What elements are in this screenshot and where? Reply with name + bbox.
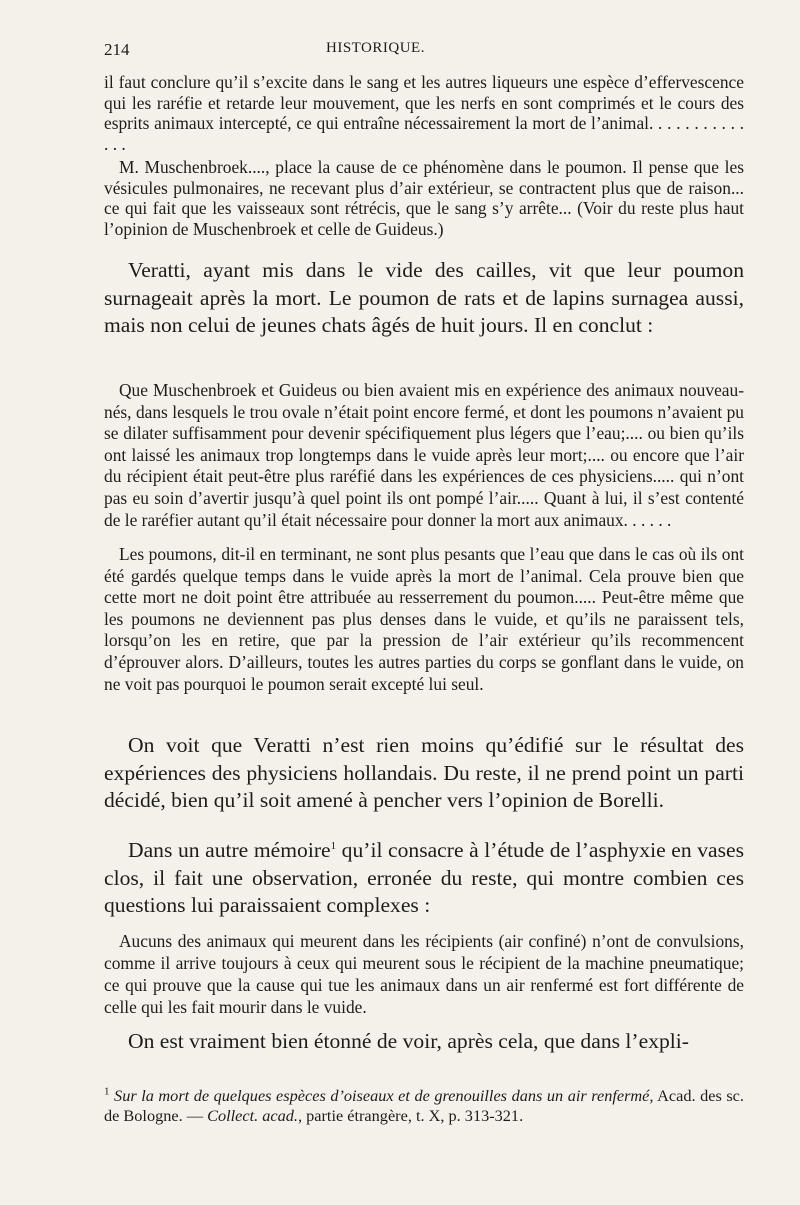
paragraph-poumons: Les poumons, dit-il en terminant, ne sont plus pesants que l’eau que dans le cas où ils ont été gardés quelque temps dans le vuide après la mort de l’animal. Cela prouve bien que cette mort ne doit point être attribuée au resserrement du poumon..... Peut-être même que les poumons ne deviennent pas plus denses dans le vuide, et qu’ils ne paraissent tels, lorsqu’on les en retire, que par la pression de l’air extérieur qu’ils recommencent d’éprouver alors. D’ailleurs, toutes les autres parties du corps se gonflant dans le vuide, on ne voit pas pourquoi le poumon serait excepté lui seul. bbox=[104, 544, 744, 694]
footnote bbox=[104, 1086, 744, 1125]
text-segment: Dans un autre mémoire bbox=[128, 838, 331, 862]
paragraph-autre-memoire bbox=[104, 837, 744, 920]
page-number: 214 bbox=[104, 40, 130, 59]
paragraph-aucuns-animaux: Aucuns des animaux qui meurent dans les récipients (air confiné) n’ont de convulsions, comme il arrive toujours à ceux qui meurent sous le récipient de la machine pneumatique; ce qui prouve que la cause qui tue les animaux dans un air renfermé est fort différente de celle qui les fait mourir dans le vuide. bbox=[104, 931, 744, 1017]
footnote-reference: 1 bbox=[330, 839, 337, 852]
footnote-source: Acad. des sc. de Bologne. — bbox=[104, 1086, 744, 1125]
paragraph-quote-continuation: il faut conclure qu’il s’excite dans le sang et les autres liqueurs une espèce d’effervescence qui les raréfie et retarde leur mouvement, que les nerfs en sont comprimés et le cours des esprits animaux intercepté, ce qui entraîne nécessairement la mort de l’animal. . . . . . . . . . . . . . bbox=[104, 72, 744, 155]
footnote-title: Sur la mort de quelques espèces d’oiseaux et de grenouilles dans un air renfermé, bbox=[114, 1086, 654, 1105]
paragraph-veratti-commentary: On voit que Veratti n’est rien moins qu’édifié sur le résultat des expériences des physiciens hollandais. Du reste, il ne prend point un parti décidé, bien qu’il soit amené à pencher vers l’opinion de Borelli. bbox=[104, 733, 744, 813]
footnote-details: partie étrangère, t. X, p. 313-321. bbox=[302, 1105, 524, 1125]
running-title: HISTORIQUE. bbox=[326, 40, 425, 56]
paragraph-muschenbroek: M. Muschenbroek...., place la cause de ce phénomène dans le poumon. Il pense que les vésicules pulmonaires, ne recevant plus d’air extérieur, se contractent plus que de raison... ce qui fait que les vaisseaux sont rétrécis, que le sang s’y arrête... (Voir du reste plus haut l’opinion de Muschenbroek et celle de Guideus.) bbox=[104, 157, 744, 240]
footnote-marker: 1 bbox=[104, 1085, 110, 1098]
paragraph-final-line: On est vraiment bien étonné de voir, après cela, que dans l’expli- bbox=[128, 1029, 689, 1053]
running-header bbox=[104, 40, 744, 64]
paragraph-veratti-conclusion: Que Muschenbroek et Guideus ou bien avaient mis en expérience des animaux nouveau-nés, dans lesquels le trou ovale n’était point encore fermé, et dont les poumons n’avaient pu se dilater suffisamment pour devenir spécifiquement plus légers que l’eau;.... ou bien qu’ils ont laissé les animaux trop longtemps dans le vuide après leur mort;.... ou encore que l’air du récipient était peut-être plus raréfié dans les expériences de ces physiciens..... qui n’ont pas eu soin d’avertir jusqu’à quel point ils ont pompé l’air..... Quant à lui, il s’est contenté de le raréfier autant qu’il était nécessaire pour donner la mort aux animaux. . . . . . bbox=[104, 380, 744, 530]
footnote-collection: Collect. acad., bbox=[207, 1105, 303, 1125]
paragraph-veratti-experiment: Veratti, ayant mis dans le vide des cailles, vit que leur poumon surnageait après la mort. Le poumon de rats et de lapins surnagea aussi, mais non celui de jeunes chats âgés de huit jours. Il en conclut : bbox=[104, 258, 744, 338]
text-segment: qu’il consacre à l’étude de l’asphyxie en vases clos, il fait une observation, erronée du reste, qui montre combien ces questions lui paraissaient complexes : bbox=[104, 838, 744, 918]
